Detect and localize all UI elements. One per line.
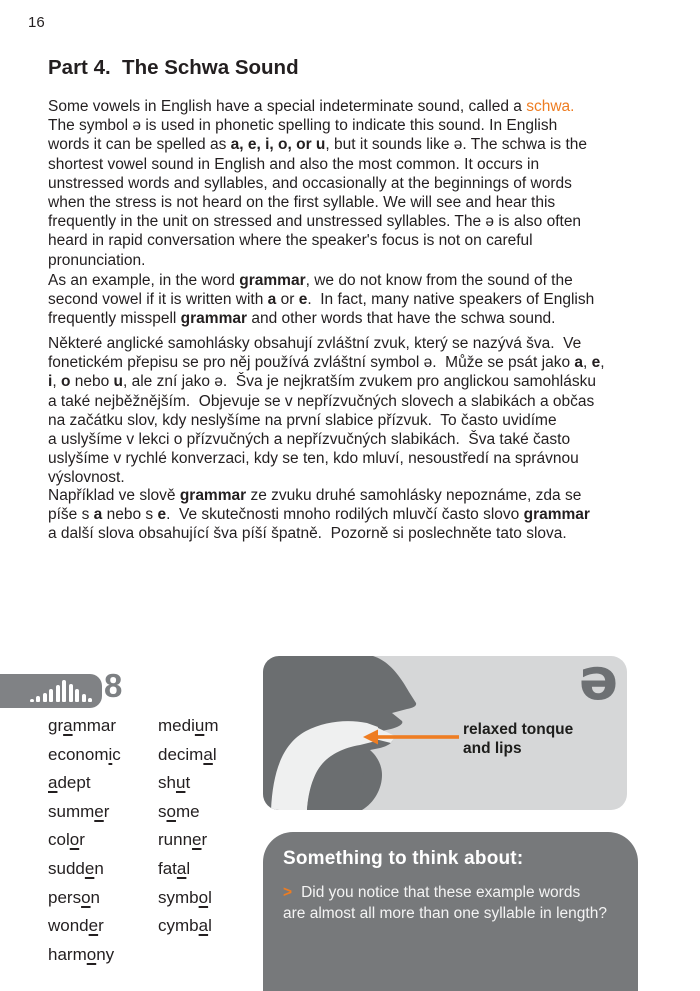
word-item: symbol	[158, 887, 212, 907]
word-item: medium	[158, 716, 219, 735]
audio-waveform-icon	[30, 680, 93, 702]
paragraph-english-intro: Some vowels in English have a special indeterminate sound, called a schwa. The symbol ə is used in phonetic spelling to indicate this sound. In English words it can be spelled as a, e, i, o, or u, but it sounds like ə. The schwa is the shortest vowel sound in English and also the most common. It occurs in unstressed words and syllables, and occasionally at the beginnings of words when the stress is not heard on the first syllable. We will see and hear this frequently in the unit on stressed and unstressed syllables. The ə is also often heard in rapid conversation where the speaker's focus is not on careful pronunciation.	[48, 98, 588, 269]
caption-line-2: and lips	[463, 740, 522, 757]
word-item: adept	[48, 773, 91, 793]
word-item: cymbal	[158, 916, 212, 936]
word-item: fatal	[158, 858, 191, 878]
think-box-line-1: Did you notice that these example words	[301, 884, 581, 901]
think-box-text	[283, 882, 618, 924]
audio-track-button[interactable]	[0, 674, 102, 708]
word-item: color	[48, 830, 85, 850]
word-item: economic	[48, 744, 121, 764]
word-list-column-1	[48, 712, 121, 969]
paragraph-english-example: As an example, in the word grammar, we do not know from the sound of the second vowel if it is written with a or e. In fact, many native speakers of English frequently misspell grammar and other words that have the schwa sound.	[48, 272, 595, 328]
word-item: person	[48, 887, 101, 907]
caption-line-1: relaxed tonque	[463, 721, 574, 738]
paragraph-czech-intro: Některé anglické samohlásky obsahují zvláštní zvuk, který se nazývá šva. Ve fonetickém přepisu se pro něj používá zvláštní symbol ə. Může se psát jako a, e, i, o nebo u, ale zní jako ə. Šva je nejkratším zvukem pro anglickou samohlásku a také nejběžnějším. Objevuje se v nepřízvučných slovech a slabikách a občas na začátku slov, kdy neslyšíme na první slabice přízvuk. To často uvidíme a uslyšíme v lekci o přízvučných a nepřízvučných slabikách. Šva také často uslyšíme v rychlé konverzaci, kdy se ten, kdo mluví, nesoustředí na správnou výslovnost.	[48, 335, 605, 487]
think-box	[263, 832, 638, 991]
word-item: runner	[158, 830, 208, 850]
think-box-line-2: are almost all more than one syllable in length?	[283, 905, 607, 922]
word-list-column-2	[158, 712, 219, 941]
word-item: wonder	[48, 916, 104, 936]
word-item: decimal	[158, 744, 217, 764]
audio-track-number: 8	[104, 667, 123, 704]
schwa-symbol: ə	[579, 656, 619, 713]
word-item: some	[158, 801, 200, 821]
section-heading: Part 4. The Schwa Sound	[48, 56, 299, 79]
arrow-icon	[361, 728, 461, 746]
figure-caption	[463, 720, 573, 758]
word-item: harmony	[48, 944, 115, 964]
word-item: summer	[48, 801, 110, 821]
chevron-icon: >	[283, 884, 293, 901]
think-box-title: Something to think about:	[283, 848, 524, 869]
page-number: 16	[28, 14, 45, 31]
word-item: shut	[158, 773, 191, 793]
paragraph-czech-example: Například ve slově grammar ze zvuku druhé samohlásky nepoznáme, zda se píše s a nebo s e. Ve skutečnosti mnoho rodilých mluvčí často slovo grammar a další slova obsahující šva píší špatně. Pozorně si poslechněte tato slova.	[48, 487, 590, 543]
word-item: grammar	[48, 716, 117, 735]
mouth-diagram-figure	[263, 656, 627, 810]
word-item: sudden	[48, 858, 104, 878]
